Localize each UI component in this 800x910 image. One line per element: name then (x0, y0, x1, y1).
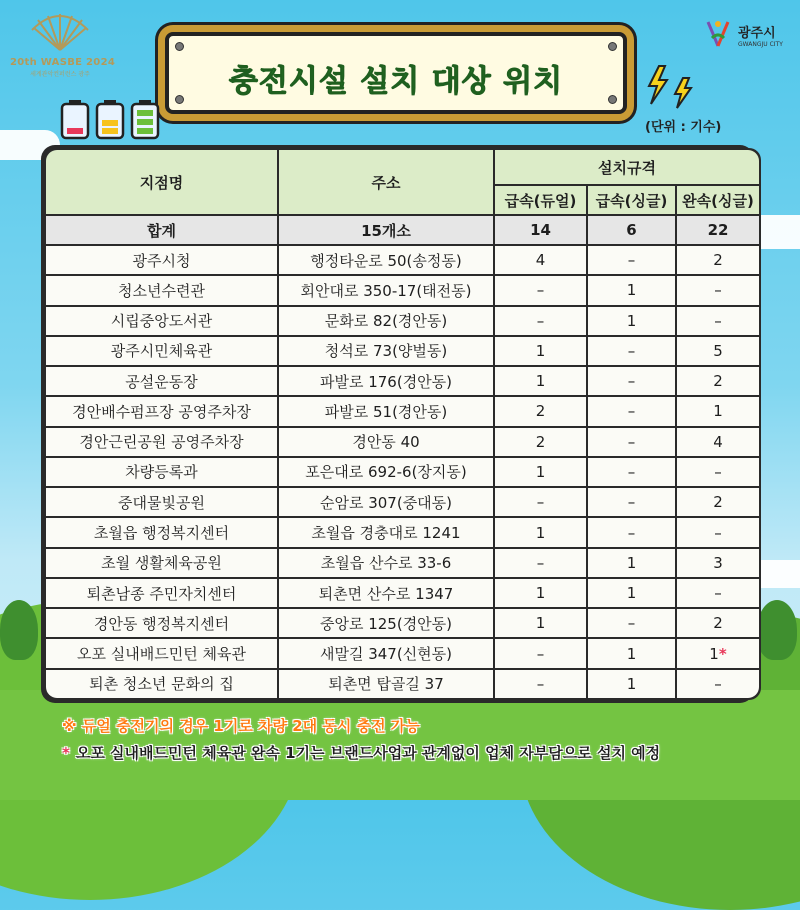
cell-address (279, 337, 493, 365)
city-name: 광주시 (738, 26, 776, 41)
total-row (46, 216, 759, 244)
cell-text: 차량등록과 (125, 463, 198, 482)
table-row (46, 428, 759, 456)
cell-address (279, 609, 493, 637)
cell-fast-single (588, 609, 675, 637)
cell-address (279, 549, 493, 577)
cell-fast-single (588, 518, 675, 546)
cell-text: 1 (709, 644, 719, 663)
cell-fast-dual (495, 397, 586, 425)
total-site-count: 15개소 (279, 216, 493, 244)
cell-text: – (627, 493, 636, 512)
cell-fast-dual (495, 579, 586, 607)
cell-text: 경안동 행정복지센터 (93, 614, 230, 633)
cell-text: – (627, 251, 636, 270)
table-row (46, 639, 759, 667)
title-panel (165, 32, 627, 114)
cell-fast-single (588, 397, 675, 425)
cell-fast-dual (495, 609, 586, 637)
table-row (46, 367, 759, 395)
city-emblem-icon (706, 18, 730, 48)
cell-text: 광주시민체육관 (110, 342, 213, 361)
cell-text: 포은대로 692-6(장지동) (305, 463, 467, 482)
header-fast-single: 급속(싱글) (588, 186, 675, 214)
total-fast-dual: 14 (495, 216, 586, 244)
cell-slow-single (677, 549, 759, 577)
wasbe-logo (10, 14, 116, 86)
cell-address (279, 397, 493, 425)
header-slow-single: 완속(싱글) (677, 186, 759, 214)
table-row (46, 670, 759, 698)
cell-text: 경안근린공원 공영주차장 (79, 433, 244, 452)
lightning-icon (645, 64, 695, 110)
cell-site (46, 579, 277, 607)
cell-slow-single (677, 246, 759, 274)
cell-text: 퇴촌남종 주민자치센터 (86, 584, 237, 603)
cell-fast-dual (495, 246, 586, 274)
cell-text: 새말길 347(신현동) (319, 645, 453, 664)
cell-text: – (627, 432, 636, 451)
cell-text: – (714, 281, 722, 300)
cell-text: – (627, 372, 636, 391)
cell-slow-single (677, 518, 759, 546)
cell-text: 1 (535, 614, 546, 633)
bolt-icon (175, 42, 184, 51)
unit-label: (단위 : 기수) (645, 120, 722, 135)
cell-text: – (714, 311, 722, 330)
cell-slow-single (677, 276, 759, 304)
cell-fast-single (588, 639, 675, 667)
cell-text: 파발로 176(경안동) (319, 372, 453, 391)
cell-fast-dual (495, 367, 586, 395)
table-row (46, 276, 759, 304)
battery-full-icon (130, 100, 160, 140)
cell-fast-dual (495, 337, 586, 365)
logo-event-subtitle: 세계관악컨퍼런스 광주 (30, 71, 90, 78)
cell-text: 2 (713, 251, 723, 270)
cell-text: 1 (713, 402, 723, 421)
cell-fast-dual (495, 518, 586, 546)
cell-text: 1 (626, 644, 637, 663)
cell-text: 초월읍 산수로 33-6 (320, 554, 452, 573)
table-row (46, 458, 759, 486)
total-label: 합계 (46, 216, 277, 244)
cell-text: 1 (535, 372, 546, 391)
cell-fast-single (588, 307, 675, 335)
cell-fast-single (588, 488, 675, 516)
cell-fast-dual (495, 307, 586, 335)
cell-site (46, 397, 277, 425)
cell-text: 시립중앙도서관 (110, 312, 213, 331)
page-title: 충전시설 설치 대상 위치 (228, 64, 564, 99)
cell-text: 1 (626, 553, 637, 572)
cell-text: 회안대로 350-17(태전동) (300, 281, 472, 300)
cell-text: 1 (535, 523, 546, 542)
cell-site (46, 549, 277, 577)
cell-text: – (536, 493, 545, 512)
cell-site (46, 639, 277, 667)
tree-icon (0, 600, 38, 660)
table-row (46, 488, 759, 516)
cell-text: 2 (713, 614, 723, 633)
header-site: 지점명 (46, 150, 277, 214)
cell-text: 4 (535, 251, 546, 270)
cell-text: 2 (535, 432, 546, 451)
header-spec-group: 설치규격 (495, 150, 759, 184)
cell-address (279, 518, 493, 546)
tree-icon (757, 600, 797, 660)
cell-slow-single (677, 367, 759, 395)
cell-text: 중대물빛공원 (118, 493, 205, 512)
cell-text: 중앙로 125(경안동) (319, 614, 453, 633)
battery-half-icon (95, 100, 125, 140)
cell-fast-single (588, 579, 675, 607)
total-fast-single: 6 (588, 216, 675, 244)
cell-text: 4 (713, 432, 723, 451)
cell-address (279, 246, 493, 274)
cell-slow-single (677, 397, 759, 425)
header-fast-dual: 급속(듀얼) (495, 186, 586, 214)
cell-site (46, 367, 277, 395)
cell-site (46, 458, 277, 486)
cell-text: – (536, 553, 545, 572)
cell-address (279, 579, 493, 607)
cell-fast-single (588, 337, 675, 365)
cell-site (46, 488, 277, 516)
cell-fast-single (588, 670, 675, 698)
cell-fast-single (588, 549, 675, 577)
cell-text: 경안배수펌프장 공영주차장 (72, 402, 251, 421)
city-name-english: GWANGJU CITY (738, 41, 783, 48)
cell-fast-single (588, 428, 675, 456)
cell-fast-single (588, 458, 675, 486)
cell-text: – (536, 311, 545, 330)
battery-low-icon (60, 100, 90, 140)
table-row (46, 397, 759, 425)
cell-text: 오포 실내배드민턴 체육관 (77, 645, 246, 664)
cell-text: 퇴촌면 탑골길 37 (328, 675, 444, 694)
cell-address (279, 307, 493, 335)
cell-slow-single (677, 307, 759, 335)
cell-text: – (627, 402, 636, 421)
cell-site (46, 337, 277, 365)
cell-fast-single (588, 276, 675, 304)
cell-text: – (714, 674, 722, 693)
cell-address (279, 488, 493, 516)
cell-text: 퇴촌면 산수로 1347 (318, 584, 454, 603)
cell-text: – (627, 462, 636, 481)
total-slow-single: 22 (677, 216, 759, 244)
cell-text: 초월 생활체육공원 (101, 554, 222, 573)
cell-fast-dual (495, 428, 586, 456)
cell-slow-single (677, 579, 759, 607)
cell-site (46, 276, 277, 304)
cell-text: 광주시청 (132, 251, 191, 270)
cell-text: – (627, 614, 636, 633)
cell-fast-dual (495, 458, 586, 486)
cell-text: – (536, 281, 545, 300)
cell-text: 1 (626, 311, 637, 330)
cell-slow-single (677, 670, 759, 698)
cell-site (46, 428, 277, 456)
cell-slow-single (677, 458, 759, 486)
cell-text: 1 (626, 584, 637, 603)
cell-text: 1 (535, 584, 546, 603)
charging-sites-table (41, 145, 754, 703)
cell-text: – (627, 341, 636, 360)
cell-text: 초월읍 행정복지센터 (93, 524, 230, 543)
cell-text: 1 (535, 462, 546, 481)
cell-slow-single (677, 639, 759, 667)
cell-address (279, 458, 493, 486)
note-opo-badminton (62, 742, 660, 763)
asterisk-mark: * (62, 744, 70, 762)
cell-text: 2 (713, 372, 723, 391)
cell-address (279, 367, 493, 395)
cell-text: 1 (626, 281, 637, 300)
table-row (46, 337, 759, 365)
cell-fast-dual (495, 488, 586, 516)
cell-text: 청석로 73(양벌동) (324, 342, 448, 361)
fan-emblem-icon (28, 14, 92, 52)
cell-slow-single (677, 337, 759, 365)
cell-text: 2 (535, 402, 546, 421)
cell-slow-single (677, 609, 759, 637)
cell-text: 2 (713, 493, 723, 512)
cell-address (279, 639, 493, 667)
cell-text: 3 (713, 553, 723, 572)
cell-address (279, 428, 493, 456)
cell-text: 순암로 307(중대동) (319, 493, 453, 512)
cell-fast-dual (495, 639, 586, 667)
cell-text: – (627, 523, 636, 542)
cell-fast-dual (495, 276, 586, 304)
table-row (46, 579, 759, 607)
note-opo-text: 오포 실내배드민턴 체육관 완속 1기는 브랜드사업과 관계없이 업체 자부담으로 설치 예정 (75, 744, 661, 762)
cell-address (279, 276, 493, 304)
cell-site (46, 246, 277, 274)
cell-text: 행정타운로 50(송정동) (310, 251, 462, 270)
cell-fast-dual (495, 670, 586, 698)
table-row (46, 246, 759, 274)
header-address: 주소 (279, 150, 493, 214)
cell-text: 퇴촌 청소년 문화의 집 (89, 675, 234, 694)
cell-text: 1 (626, 674, 637, 693)
cell-text: 5 (713, 341, 723, 360)
cell-slow-single (677, 428, 759, 456)
cell-address (279, 670, 493, 698)
gwangju-city-logo (700, 14, 790, 54)
asterisk-mark: * (718, 644, 727, 663)
bolt-icon (608, 42, 617, 51)
table-row (46, 549, 759, 577)
cell-site (46, 609, 277, 637)
cell-text: 청소년수련관 (118, 281, 205, 300)
cell-text: – (714, 462, 722, 481)
cell-text: 1 (535, 341, 546, 360)
note-dual-charger: ※ 듀얼 충전기의 경우 1기로 차량 2대 동시 충전 가능 (62, 717, 420, 735)
cell-text: – (714, 584, 722, 603)
cell-site (46, 518, 277, 546)
cell-site (46, 307, 277, 335)
cell-text: – (536, 674, 545, 693)
cell-text: 문화로 82(경안동) (324, 312, 448, 331)
cell-text: 초월읍 경충대로 1241 (311, 524, 461, 543)
cell-text: 경안동 40 (352, 433, 420, 452)
cell-fast-dual (495, 549, 586, 577)
cell-text: – (536, 644, 545, 663)
logo-event-title: 20th WASBE 2024 (10, 57, 116, 68)
table-row (46, 609, 759, 637)
cell-fast-single (588, 246, 675, 274)
cell-fast-single (588, 367, 675, 395)
cell-text: – (714, 523, 722, 542)
table-row (46, 518, 759, 546)
cell-text: 파발로 51(경안동) (324, 402, 448, 421)
cell-slow-single (677, 488, 759, 516)
cell-site (46, 670, 277, 698)
cell-text: 공설운동장 (125, 372, 198, 391)
table-row (46, 307, 759, 335)
